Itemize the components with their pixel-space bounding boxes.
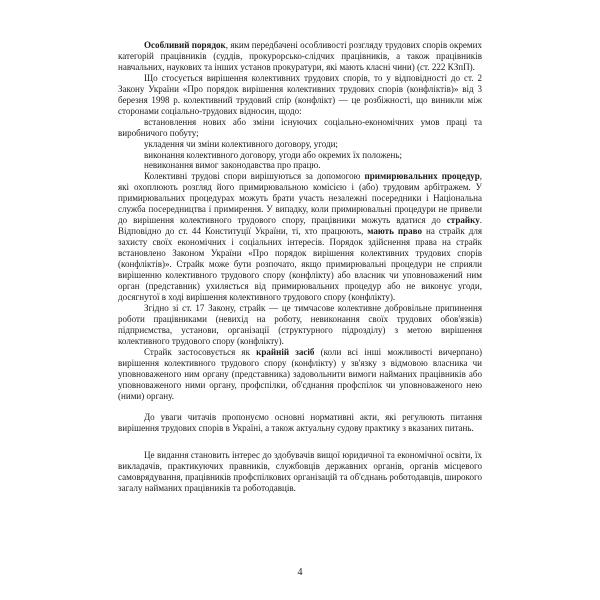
paragraph-strike-definition: Згідно зі ст. 17 Закону, страйк — це тимчасове колективне добровільне припинення роботи працівниками (невихід на роботу, невиконання своїх трудових обов'язків) підприємства, установи, організації (структурного підрозділу) з метою вирішення колективного трудового спору (конфлікту). <box>118 302 482 346</box>
paragraph-text: Страйк застосовується як <box>144 346 257 357</box>
page-number: 4 <box>297 567 303 578</box>
paragraph-conciliation <box>118 171 482 302</box>
paragraph-text: Колективні трудові спори вирішуються за допомогою <box>144 171 365 182</box>
bold-term-special-procedure: Особливий порядок <box>144 40 226 50</box>
bold-term-last-resort: крайній засіб <box>256 346 315 357</box>
bold-term-conciliation: примирювальних процедур <box>364 171 480 182</box>
paragraph-list-item-1: встановлення нових або зміни існуючих соціально-економічних умов праці та виробничого побуту; <box>118 116 482 138</box>
bold-term-right: мають право <box>367 226 423 237</box>
paragraph-text: , яким передбачені особливості розгляду трудових спорів окремих категорій працівників (суддів, прокурорсько-слідчих працівників, а також працівників навчальних, наукових та інших установ прокуратури, які мають класні чини) (ст. 222 КЗпП). <box>118 40 482 72</box>
document-page <box>118 40 482 494</box>
paragraph-special-procedure <box>118 40 482 73</box>
paragraph-text: на страйк для захисту своїх економічних і соціальних інтересів. Порядок здійснення права на страйк встановлено Законом України «Про порядок вирішення колективних трудових спорів (конфліктів)». Страйк може бути розпочато, якщо примирювальні процедури не сприяли вирішенню колективного трудового спору (конфлікту) або власник чи уповноважений ним орган (представник) ухиляється від примирювальних процедур або не виконує угоди, досягнутої в ході вирішення колективного трудового спору (конфлікту). <box>118 226 482 302</box>
paragraph-text: (коли всі інші можливості вичерпано) вирішення колективного трудового спору (конфлікту) у зв'язку з відмовою власника чи уповноваженого ним органу (представника) задовольнити вимоги найманих працівників або уповноваженого ними органу, профспілки, об'єднання профспілок чи уповноваженого нею (ними) органу. <box>118 346 482 401</box>
paragraph-text: . Відповідно до ст. 44 Конституції України, ті, хто працюють, <box>118 215 482 237</box>
bold-term-strike: страйку <box>446 215 480 226</box>
paragraph-list-item-3: виконання колективного договору, угоди або окремих їх положень; <box>144 149 402 160</box>
paragraph-collective-disputes: Що стосується вирішення колективних трудових спорів, то у відповідності до ст. 2 Закону України «Про порядок вирішення колективних трудових спорів (конфліктів)» від 3 березня 1998 р. колективний трудовий спір (конфлікт) — це розбіжності, що виникли між сторонами соціально-трудових відносин, щодо: <box>118 72 482 116</box>
paragraph-readers-note: До уваги читачів пропонуємо основні нормативні акти, які регулюють питання вирішення трудових спорів в Україні, а також актуальну судову практику з вказаних питань. <box>118 412 482 434</box>
paragraph-last-resort <box>118 347 482 402</box>
paragraph-text: , які охоплюють розгляд його примирювальною комісією і (або) трудовим арбітражем. У примирювальних процедурах можуть брати участь незалежні посередники і Національна служба посередництва і примирення. У випадку, коли примирювальні процедури не привели до вирішення колективного трудового спору, працівники можуть вдатися до <box>118 171 483 226</box>
paragraph-list-item-4: невиконання вимог законодавства про працю. <box>144 160 321 171</box>
paragraph-audience: Це видання становить інтерес до здобувачів вищої юридичної та економічної освіти, їх викладачів, практикуючих правників, службовців державних органів, органів місцевого самоврядування, працівників профспілкових організацій та об'єднань роботодавців, широкого загалу найманих працівників та роботодавців. <box>118 450 482 494</box>
paragraph-list-item-2: укладення чи зміни колективного договору, угоди; <box>144 138 338 149</box>
